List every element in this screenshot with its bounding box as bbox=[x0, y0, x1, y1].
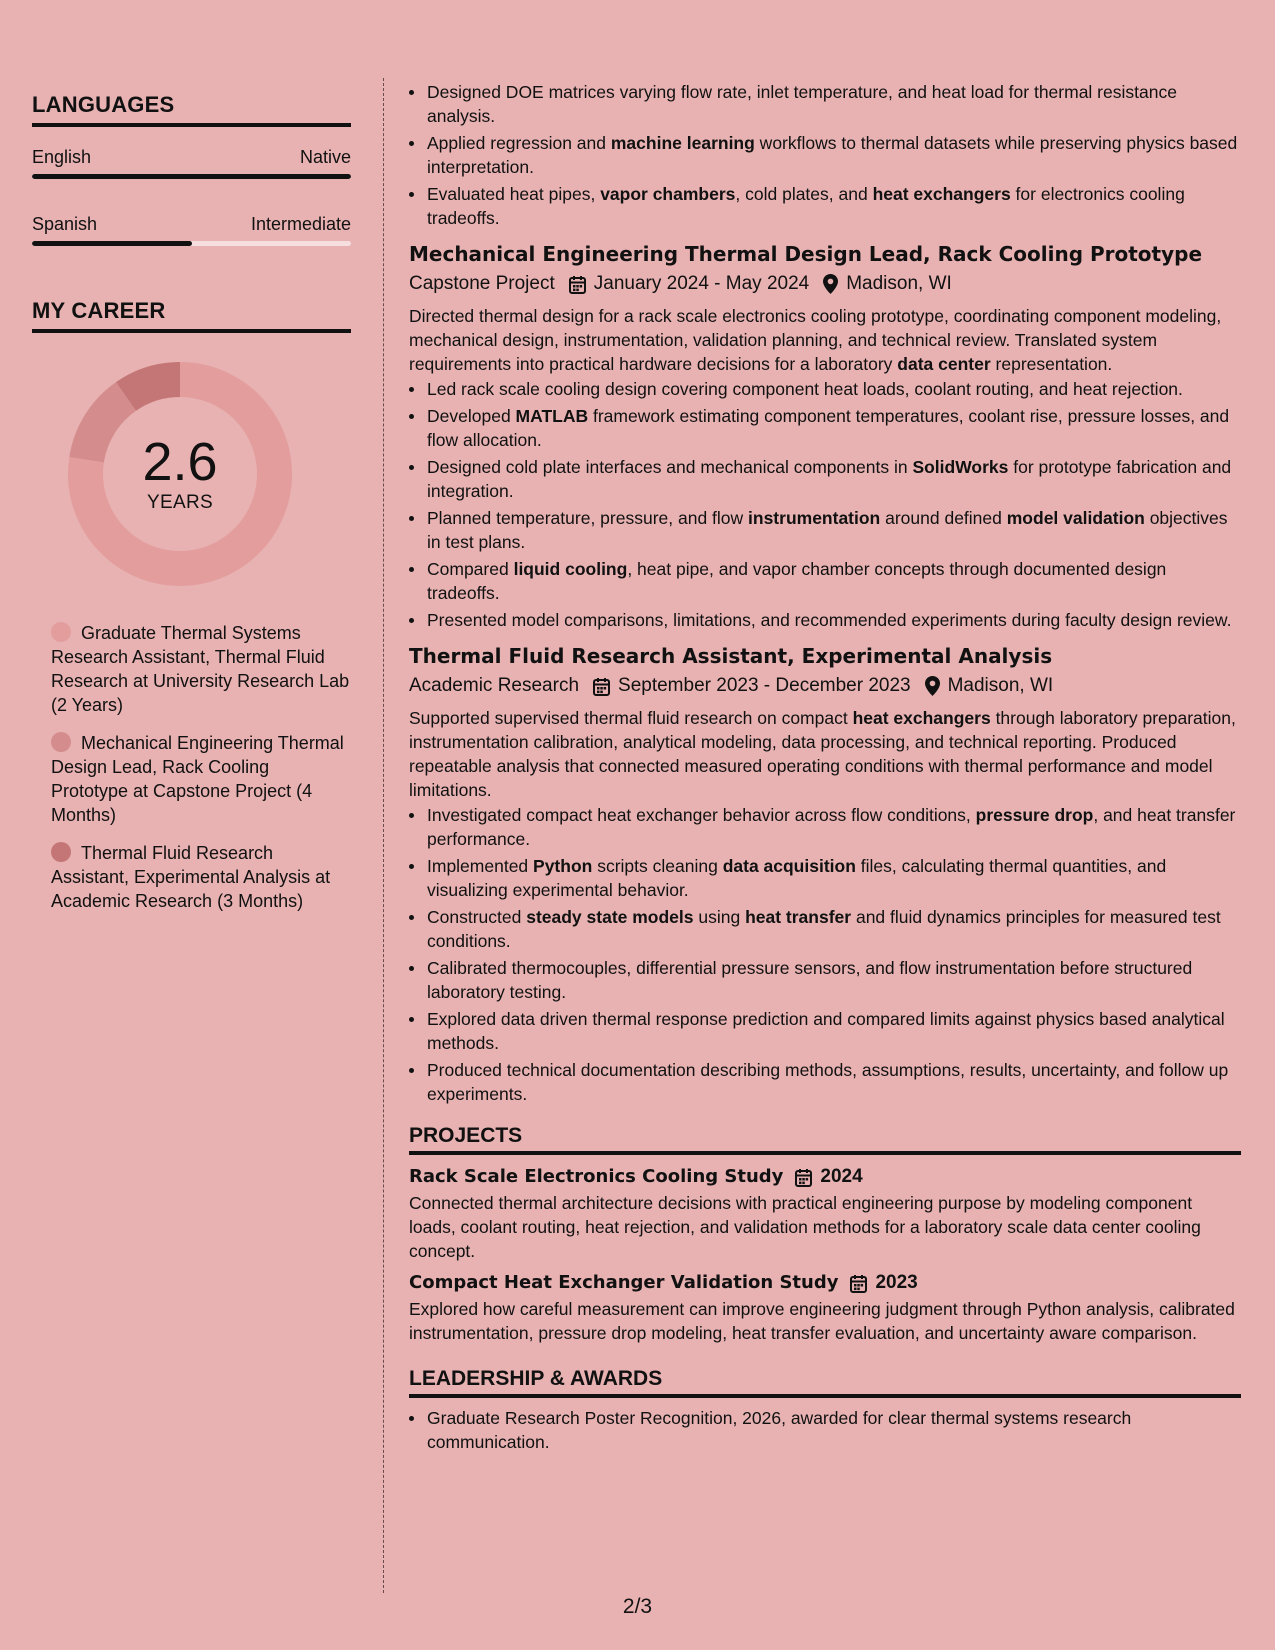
bullet-item: Produced technical documentation describing methods, assumptions, results, uncertainty, and follow up experiments. bbox=[409, 1058, 1241, 1106]
legend-dot bbox=[51, 622, 71, 642]
language-level: Intermediate bbox=[250, 214, 351, 234]
calendar-icon bbox=[850, 1274, 867, 1293]
bullet-item: Developed MATLAB framework estimating component temperatures, coolant rise, pressure losses, and flow allocation. bbox=[409, 404, 1241, 452]
career-legend-label: Graduate Thermal Systems Research Assistant, Thermal Fluid Research at University Research Lab (2 Years) bbox=[51, 623, 350, 715]
bullet-item: Explored data driven thermal response prediction and compared limits against physics based analytical methods. bbox=[409, 1007, 1241, 1055]
language-name: English bbox=[32, 147, 92, 167]
job-dates: September 2023 - December 2023 bbox=[618, 675, 911, 696]
leadership-list bbox=[409, 1406, 1241, 1454]
map-pin-icon bbox=[823, 274, 838, 294]
job-entry bbox=[409, 642, 1241, 1106]
donut-center bbox=[66, 360, 294, 588]
bullet-item: Investigated compact heat exchanger behavior across flow conditions, pressure drop, and heat transfer performance. bbox=[409, 803, 1241, 851]
project-year: 2023 bbox=[875, 1272, 918, 1293]
project-title: Compact Heat Exchanger Validation Study bbox=[409, 1272, 839, 1293]
job-meta bbox=[409, 270, 1241, 298]
legend-dot bbox=[51, 732, 71, 752]
job-location: Madison, WI bbox=[947, 675, 1054, 696]
legend-dot bbox=[51, 842, 71, 862]
column-divider bbox=[383, 78, 384, 1593]
career-total-value: 2.6 bbox=[142, 432, 218, 492]
job-location: Madison, WI bbox=[846, 273, 952, 294]
project-description: Connected thermal architecture decisions with practical engineering purpose by modeling component loads, coolant routing, heat rejection, and validation methods for a laboratory scale data center cooling concept. bbox=[409, 1193, 1201, 1261]
career-legend-label: Mechanical Engineering Thermal Design Lead, Rack Cooling Prototype at Capstone Project (4 Months) bbox=[51, 733, 344, 825]
language-proficiency-fill bbox=[32, 241, 192, 246]
career-heading: MY CAREER bbox=[32, 298, 351, 333]
bullet-item: Designed cold plate interfaces and mechanical components in SolidWorks for prototype fabrication and integration. bbox=[409, 455, 1241, 503]
job-title: Mechanical Engineering Thermal Design Lead, Rack Cooling Prototype bbox=[409, 242, 1203, 266]
bullet-item: Designed DOE matrices varying flow rate, inlet temperature, and heat load for thermal resistance analysis. bbox=[409, 80, 1241, 128]
language-row bbox=[32, 212, 351, 236]
language-proficiency-bar bbox=[32, 241, 351, 246]
language-name: Spanish bbox=[32, 214, 98, 234]
career-donut-chart bbox=[66, 360, 294, 588]
language-row bbox=[32, 145, 351, 169]
job-bullet-list bbox=[409, 377, 1241, 632]
bullet-item: Constructed steady state models using heat transfer and fluid dynamics principles for measured test conditions. bbox=[409, 905, 1241, 953]
job-summary: Supported supervised thermal fluid research on compact heat exchangers through laboratory preparation, instrumentation calibration, analytical modeling, data processing, and technical reporting. Produced repeatable analysis that connected measured operating conditions with thermal performance and model limitations. bbox=[409, 708, 1236, 800]
page-number: 2/3 bbox=[622, 1595, 653, 1618]
job-title: Thermal Fluid Research Assistant, Experimental Analysis bbox=[409, 644, 1053, 668]
calendar-icon bbox=[795, 1168, 812, 1187]
sidebar bbox=[32, 92, 351, 927]
project-title: Rack Scale Electronics Cooling Study bbox=[409, 1166, 784, 1187]
experience-list bbox=[409, 240, 1241, 1106]
calendar-icon bbox=[593, 677, 610, 696]
leadership-heading: LEADERSHIP & AWARDS bbox=[409, 1367, 1241, 1398]
main-content bbox=[409, 80, 1241, 1457]
career-legend-item bbox=[51, 841, 351, 913]
job-meta bbox=[409, 672, 1241, 700]
job-organization: Capstone Project bbox=[409, 273, 555, 294]
language-level: Native bbox=[299, 147, 351, 167]
languages-heading: LANGUAGES bbox=[32, 92, 351, 127]
project-title-row bbox=[409, 1163, 1241, 1191]
project-year: 2024 bbox=[820, 1166, 863, 1187]
language-proficiency-fill bbox=[32, 174, 351, 179]
project-description: Explored how careful measurement can improve engineering judgment through Python analysis, calibrated instrumentation, pressure drop modeling, heat transfer evaluation, and uncertainty aware comparison. bbox=[409, 1299, 1235, 1343]
career-legend bbox=[32, 621, 351, 913]
job-entry bbox=[409, 240, 1241, 632]
career-legend-item bbox=[51, 621, 351, 717]
language-proficiency-bar bbox=[32, 174, 351, 179]
bullet-item: Applied regression and machine learning workflows to thermal datasets while preserving physics based interpretation. bbox=[409, 131, 1241, 179]
bullet-item: Compared liquid cooling, heat pipe, and vapor chamber concepts through documented design tradeoffs. bbox=[409, 557, 1241, 605]
bullet-item: Led rack scale cooling design covering component heat loads, coolant routing, and heat rejection. bbox=[409, 377, 1241, 401]
projects-heading: PROJECTS bbox=[409, 1124, 1241, 1155]
career-legend-label: Thermal Fluid Research Assistant, Experimental Analysis at Academic Research (3 Months) bbox=[51, 843, 331, 911]
calendar-icon bbox=[569, 275, 586, 294]
bullet-item: Calibrated thermocouples, differential pressure sensors, and flow instrumentation before structured laboratory testing. bbox=[409, 956, 1241, 1004]
career-total-unit: YEARS bbox=[147, 492, 213, 513]
career-legend-item bbox=[51, 731, 351, 827]
bullet-item: Implemented Python scripts cleaning data acquisition files, calculating thermal quantities, and visualizing experimental behavior. bbox=[409, 854, 1241, 902]
bullet-item: Planned temperature, pressure, and flow instrumentation around defined model validation objectives in test plans. bbox=[409, 506, 1241, 554]
continued-bullet-list bbox=[409, 80, 1241, 230]
job-bullet-list bbox=[409, 803, 1241, 1106]
languages-list bbox=[32, 145, 351, 246]
job-summary: Directed thermal design for a rack scale electronics cooling prototype, coordinating component modeling, mechanical design, instrumentation, validation planning, and technical review. Translated system requirements into practical hardware decisions for a laboratory data center representation. bbox=[409, 306, 1222, 374]
bullet-item: Evaluated heat pipes, vapor chambers, cold plates, and heat exchangers for electronics cooling tradeoffs. bbox=[409, 182, 1241, 230]
award-item: Graduate Research Poster Recognition, 2026, awarded for clear thermal systems research communication. bbox=[409, 1406, 1241, 1454]
projects-list bbox=[409, 1163, 1241, 1345]
map-pin-icon bbox=[925, 676, 940, 696]
job-organization: Academic Research bbox=[409, 675, 580, 696]
project-title-row bbox=[409, 1269, 1241, 1297]
job-dates: January 2024 - May 2024 bbox=[593, 273, 810, 294]
bullet-item: Presented model comparisons, limitations, and recommended experiments during faculty design review. bbox=[409, 608, 1241, 632]
